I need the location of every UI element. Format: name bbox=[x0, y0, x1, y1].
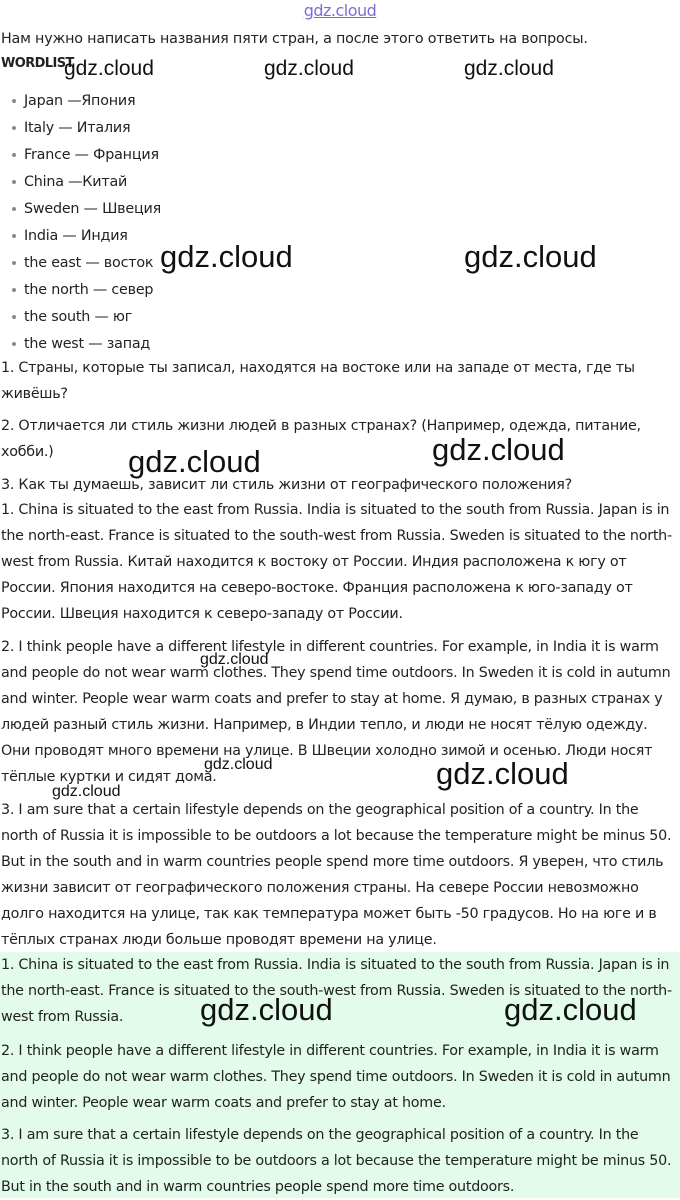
wordlist-item: the south — юг bbox=[12, 304, 161, 331]
site-logo-link[interactable]: gdz.cloud bbox=[303, 1, 377, 20]
watermark: gdz.cloud bbox=[52, 783, 121, 800]
wordlist-item: France — Франция bbox=[12, 142, 161, 169]
wordlist-item: the north — север bbox=[12, 277, 161, 304]
answer-3: 3. I am sure that a certain lifestyle depends on the geographical position of a country. In the north of Russia it is impossible to be outdoors a lot because the temperature might be minus 50. But in the south and in warm countries people spend more time outdoors. Я уверен, что стиль жизни зависит от географического положения страны. На севере России невозможно долго находится на улице, так как температура может быть -50 градусов. Но на юге и в тёплых странах люди больше проводят времени на улице. bbox=[1, 802, 672, 948]
question-3: 3. Как ты думаешь, зависит ли стиль жизни от географического положения? bbox=[1, 477, 572, 493]
intro-text: Нам нужно написать названия пяти стран, а после этого ответить на вопросы. bbox=[1, 31, 588, 47]
question-2: 2. Отличается ли стиль жизни людей в разных странах? (Например, одежда, питание, хобби.) bbox=[1, 418, 641, 460]
watermark: gdz.cloud bbox=[464, 239, 597, 274]
watermark: gdz.cloud bbox=[432, 432, 565, 467]
wordlist-item: the west — запад bbox=[12, 331, 161, 358]
wordlist-item: the east — восток bbox=[12, 250, 161, 277]
watermark: gdz.cloud bbox=[436, 756, 569, 791]
watermark: gdz.cloud bbox=[64, 57, 154, 80]
watermark: gdz.cloud bbox=[504, 992, 637, 1027]
wordlist-item: Italy — Италия bbox=[12, 115, 161, 142]
bullet-icon bbox=[12, 207, 16, 211]
watermark: gdz.cloud bbox=[264, 57, 354, 80]
wordlist-item: Sweden — Швеция bbox=[12, 196, 161, 223]
wordlist-item: China —Китай bbox=[12, 169, 161, 196]
bullet-icon bbox=[12, 99, 16, 103]
bullet-icon bbox=[12, 180, 16, 184]
question-1: 1. Страны, которые ты записал, находятся на востоке или на западе от места, где ты живёшь? bbox=[1, 360, 635, 402]
watermark: gdz.cloud bbox=[464, 57, 554, 80]
answer-1: 1. China is situated to the east from Russia. India is situated to the south from Russia. Japan is in the north-east. France is situated to the south-west from Russia. Sweden is situated to the north-west from Russia. Китай находится к востоку от России. Индия расположена к югу от России. Япония находится на северо-востоке. Франция расположена к юго-западу от России. Швеция находится к северо-западу от России. bbox=[1, 502, 672, 622]
bullet-icon bbox=[12, 234, 16, 238]
bullet-icon bbox=[12, 261, 16, 265]
wordlist bbox=[12, 88, 161, 358]
watermark: gdz.cloud bbox=[160, 239, 293, 274]
watermark: gdz.cloud bbox=[128, 444, 261, 479]
highlighted-answer-3: 3. I am sure that a certain lifestyle depends on the geographical position of a country. In the north of Russia it is impossible to be outdoors a lot because the temperature might be minus 50. But in the south and in warm countries people spend more time outdoors. bbox=[1, 1127, 672, 1195]
bullet-icon bbox=[12, 315, 16, 319]
highlighted-answer-2: 2. I think people have a different lifestyle in different countries. For example, in India it is warm and people do not wear warm clothes. They spend time outdoors. In Sweden it is cold in autumn and winter. People wear warm coats and prefer to stay at home. bbox=[1, 1043, 671, 1111]
highlighted-answer-1: 1. China is situated to the east from Russia. India is situated to the south from Russia. Japan is in the north-east. France is situated to the south-west from Russia. Sweden is situated to the north-west from Russia. bbox=[1, 957, 672, 1025]
bullet-icon bbox=[12, 342, 16, 346]
watermark: gdz.cloud bbox=[204, 756, 273, 773]
wordlist-item: Japan —Япония bbox=[12, 88, 161, 115]
wordlist-item: India — Индия bbox=[12, 223, 161, 250]
bullet-icon bbox=[12, 126, 16, 130]
watermark: gdz.cloud bbox=[200, 651, 269, 668]
bullet-icon bbox=[12, 153, 16, 157]
watermark: gdz.cloud bbox=[200, 992, 333, 1027]
wordlist-heading: WORDLIST bbox=[1, 56, 74, 71]
bullet-icon bbox=[12, 288, 16, 292]
answer-2: 2. I think people have a different lifestyle in different countries. For example, in India it is warm and people do not wear warm clothes. They spend time outdoors. In Sweden it is cold in autumn and winter. People wear warm coats and prefer to stay at home. Я думаю, в разных странах у людей разный стиль жизни. Например, в Индии тепло, и люди не носят тёлую одежду. Они проводят много времени на улице. В Швеции холодно зимой и осенью. Люди носят тёплые куртки и сидят дома. bbox=[1, 639, 671, 785]
